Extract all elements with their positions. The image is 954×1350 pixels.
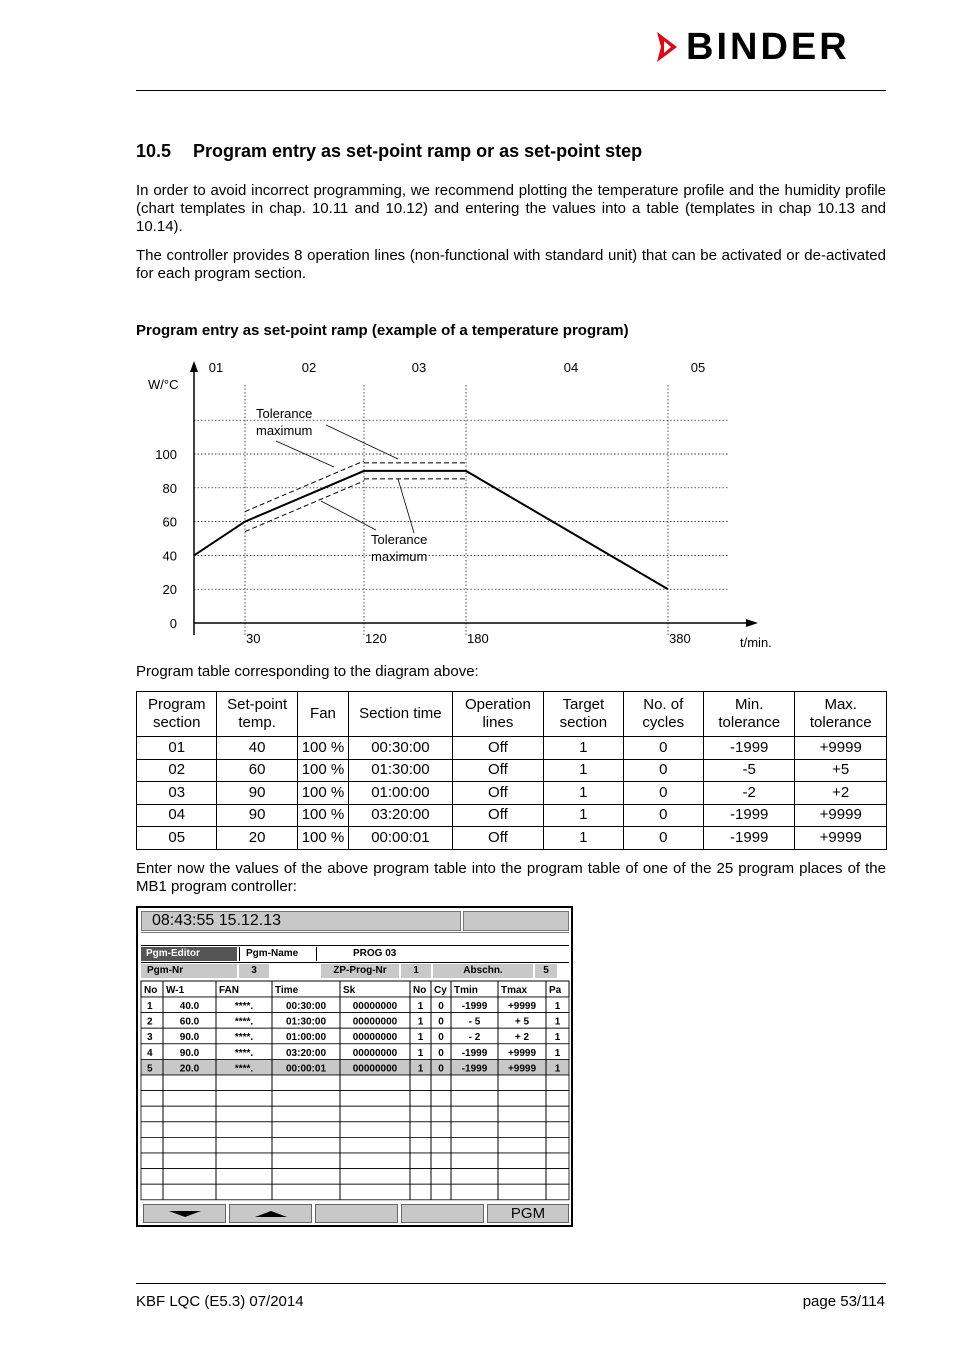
display-clock: 08:43:55 15.12.13	[141, 911, 461, 931]
table-row	[137, 827, 887, 850]
annotation-text: Tolerance	[256, 406, 313, 421]
display-cell: 1	[417, 1047, 424, 1059]
temperature-program-chart	[136, 355, 796, 655]
display-cell: 00000000	[352, 1032, 398, 1044]
display-cell: 00:30:00	[285, 1001, 327, 1012]
zp-prog-nr-label: ZP-Prog-Nr	[321, 964, 399, 978]
display-cell: 1	[147, 1001, 153, 1012]
display-cell: +9999	[507, 1001, 537, 1012]
display-cell: 5	[147, 1063, 153, 1075]
display-cell: 4	[147, 1047, 153, 1059]
section-heading	[136, 141, 642, 162]
display-cell: +9999	[507, 1063, 537, 1075]
table-header-cell: Set-point temp.	[217, 692, 297, 737]
document-reference: KBF LQC (E5.3) 07/2014	[136, 1293, 304, 1310]
pgm-nr-label: Pgm-Nr	[141, 964, 237, 978]
table-cell: -1999	[703, 804, 794, 827]
display-cell: ****.	[234, 1016, 254, 1028]
program-table	[136, 691, 887, 850]
display-cell: 90.0	[179, 1047, 200, 1059]
pgm-editor-tab[interactable]: Pgm-Editor	[141, 947, 237, 961]
display-cell: 2	[147, 1016, 153, 1028]
table-header-cell: Section time	[349, 692, 453, 737]
scroll-down-button[interactable]	[143, 1204, 226, 1223]
x-tick-label: 180	[467, 631, 489, 646]
y-axis-label: W/°C	[148, 377, 179, 392]
display-cell: 60.0	[179, 1016, 200, 1028]
display-cell: 40.0	[179, 1001, 200, 1012]
table-cell: -2	[703, 782, 794, 805]
softkey-4-button[interactable]	[401, 1204, 484, 1223]
section-label: 02	[301, 360, 317, 375]
display-column-header: Tmin	[454, 985, 478, 996]
table-row	[137, 782, 887, 805]
table-cell: +9999	[795, 737, 887, 760]
display-column-header: W-1	[166, 985, 185, 996]
display-row	[141, 1169, 569, 1185]
annotation-text: maximum	[256, 423, 313, 438]
table-cell: 1	[544, 804, 623, 827]
page-number: page 53/114	[802, 1293, 885, 1310]
table-cell: 00:00:01	[349, 827, 453, 850]
display-cell: 0	[438, 1016, 444, 1028]
display-cell: - 2	[468, 1032, 481, 1044]
table-cell: 40	[217, 737, 297, 760]
table-cell: Off	[452, 827, 543, 850]
table-cell: Off	[452, 737, 543, 760]
subheading: Program entry as set-point ramp (example of a temperature program)	[136, 322, 629, 339]
tolerance-upper-line	[245, 461, 364, 512]
tolerance-lower-line	[245, 481, 364, 532]
table-cell: 1	[544, 737, 623, 760]
table-cell: 60	[217, 759, 297, 782]
table-cell: 0	[623, 827, 703, 850]
display-row	[141, 1153, 569, 1169]
table-cell: 1	[544, 782, 623, 805]
annotation-text: maximum	[371, 549, 428, 564]
abschn-value[interactable]: 5	[535, 964, 557, 978]
table-cell: -1999	[703, 827, 794, 850]
table-row	[137, 804, 887, 827]
section-label: 05	[690, 360, 706, 375]
x-tick-label: 30	[246, 631, 261, 646]
section-label: 04	[563, 360, 579, 375]
display-row	[141, 1184, 569, 1200]
display-cell: 1	[417, 1001, 424, 1012]
display-cell: 0	[438, 1032, 444, 1044]
binder-logo-icon	[655, 30, 685, 64]
table-cell: 05	[137, 827, 217, 850]
operation-lines-paragraph: The controller provides 8 operation lines (non-functional with standard unit) that can be activated or de-activated for each program section.	[136, 247, 886, 282]
annotation-pointer	[321, 501, 376, 530]
table-cell: 100 %	[297, 827, 348, 850]
pgm-nr-value[interactable]: 3	[239, 964, 269, 978]
display-cell: - 5	[468, 1016, 481, 1028]
table-cell: 20	[217, 827, 297, 850]
display-cell: 1	[417, 1063, 424, 1075]
entry-instruction: Enter now the values of the above program table into the program table of one of the 25 program places of the MB1 program controller:	[136, 860, 886, 895]
display-column-header: Cy	[434, 985, 447, 996]
setpoint-ramp-line	[194, 471, 668, 589]
annotation-pointer	[398, 479, 414, 533]
table-cell: 00:30:00	[349, 737, 453, 760]
table-header-cell: Program section	[137, 692, 217, 737]
section-label: 01	[208, 360, 224, 375]
display-column-header: No	[413, 985, 427, 996]
table-cell: 100 %	[297, 782, 348, 805]
display-cell: + 2	[514, 1032, 530, 1044]
display-cell: 3	[147, 1032, 153, 1044]
table-cell: 01:30:00	[349, 759, 453, 782]
table-cell: 01:00:00	[349, 782, 453, 805]
display-column-header: Sk	[343, 985, 356, 996]
section-label: 03	[411, 360, 427, 375]
table-cell: +5	[795, 759, 887, 782]
table-header-cell: Target section	[544, 692, 623, 737]
display-cell: 1	[554, 1047, 561, 1059]
display-cell: -1999	[461, 1063, 488, 1075]
y-tick-label: 20	[162, 582, 177, 598]
table-cell: -1999	[703, 737, 794, 760]
table-header-cell: No. of cycles	[623, 692, 703, 737]
display-cell: +9999	[507, 1047, 537, 1059]
display-column-header: Tmax	[501, 985, 528, 996]
display-cell: ****.	[234, 1047, 254, 1059]
display-cell: -1999	[461, 1047, 488, 1059]
table-cell: 1	[544, 827, 623, 850]
pgm-button[interactable]: PGM	[487, 1204, 569, 1223]
display-cell: 1	[554, 1032, 561, 1044]
table-row	[137, 737, 887, 760]
y-tick-label: 60	[162, 514, 177, 530]
brand-name: BINDER	[686, 26, 850, 68]
table-header-cell: Fan	[297, 692, 348, 737]
arrow-up-icon	[251, 1209, 291, 1219]
annotation-text: Tolerance	[371, 532, 428, 547]
display-cell: 00000000	[352, 1063, 398, 1075]
x-tick-label: 380	[669, 631, 691, 646]
table-cell: 01	[137, 737, 217, 760]
display-cell: ****.	[234, 1032, 254, 1044]
display-cell: 03:20:00	[285, 1047, 327, 1059]
table-row	[137, 759, 887, 782]
x-axis-label: t/min.	[740, 635, 772, 650]
display-cell: 00000000	[352, 1016, 398, 1028]
pgm-name-value[interactable]: PROG 03	[353, 948, 397, 959]
display-cell: 0	[438, 1001, 444, 1012]
display-cell: 90.0	[179, 1032, 200, 1044]
header-rule	[136, 90, 886, 91]
controller-display	[136, 906, 573, 1227]
display-cell: 1	[417, 1016, 424, 1028]
display-program-grid	[138, 979, 571, 1219]
table-cell: 100 %	[297, 759, 348, 782]
table-cell: 90	[217, 804, 297, 827]
table-cell: 1	[544, 759, 623, 782]
annotation-pointer	[276, 441, 334, 467]
section-number: 10.5	[136, 141, 172, 161]
display-cell: 00000000	[352, 1001, 398, 1012]
display-cell: 00000000	[352, 1047, 398, 1059]
table-cell: 02	[137, 759, 217, 782]
table-cell: +2	[795, 782, 887, 805]
table-cell: 04	[137, 804, 217, 827]
display-column-header: Time	[275, 985, 299, 996]
display-cell: 00:00:01	[285, 1063, 327, 1075]
display-cell: 1	[554, 1001, 561, 1012]
table-cell: 0	[623, 737, 703, 760]
intro-paragraph: In order to avoid incorrect programming, we recommend plotting the temperature profile and the humidity profile (chart templates in chap. 10.11 and 10.12) and entering the values into a table (templates in chap 10.13 and 10.14).	[136, 182, 886, 235]
display-row	[141, 1091, 569, 1107]
section-title: Program entry as set-point ramp or as set-point step	[193, 141, 643, 161]
y-tick-label: 40	[162, 548, 177, 564]
display-cell: ****.	[234, 1001, 254, 1012]
display-cell: 01:30:00	[285, 1016, 327, 1028]
table-header-cell: Operation lines	[452, 692, 543, 737]
pgm-name-label: Pgm-Name	[239, 947, 317, 961]
table-cell: 0	[623, 759, 703, 782]
y-axis-arrow-icon	[190, 361, 198, 372]
display-cell: + 5	[514, 1016, 530, 1028]
y-tick-label: 100	[155, 447, 177, 462]
footer-rule	[136, 1283, 886, 1284]
zp-prog-nr-value[interactable]: 1	[401, 964, 431, 978]
display-cell: 1	[554, 1063, 561, 1075]
display-status-field	[463, 911, 569, 931]
scroll-up-button[interactable]	[229, 1204, 312, 1223]
table-cell: 0	[623, 804, 703, 827]
table-header-cell: Min. tolerance	[703, 692, 794, 737]
display-cell: ****.	[234, 1063, 254, 1075]
display-row	[141, 1137, 569, 1153]
table-header-cell: Max. tolerance	[795, 692, 887, 737]
display-column-header: No	[144, 985, 158, 996]
x-axis-arrow-icon	[746, 619, 758, 627]
y-tick-label: 0	[169, 616, 177, 631]
display-cell: 20.0	[179, 1063, 200, 1075]
display-cell: 0	[438, 1063, 444, 1075]
softkey-3-button[interactable]	[315, 1204, 398, 1223]
display-cell: 0	[438, 1047, 444, 1059]
display-cell: -1999	[461, 1001, 488, 1012]
table-cell: 0	[623, 782, 703, 805]
abschn-label: Abschn.	[433, 964, 533, 978]
display-cell: 1	[554, 1016, 561, 1028]
display-cell: 1	[417, 1032, 424, 1044]
display-row	[141, 1106, 569, 1122]
table-intro: Program table corresponding to the diagram above:	[136, 663, 479, 680]
table-cell: 03	[137, 782, 217, 805]
table-cell: +9999	[795, 804, 887, 827]
y-tick-label: 80	[162, 480, 177, 496]
table-cell: Off	[452, 759, 543, 782]
x-tick-label: 120	[365, 631, 387, 646]
table-cell: 100 %	[297, 737, 348, 760]
display-column-header: Pa	[549, 985, 562, 996]
display-column-header: FAN	[219, 985, 239, 996]
table-cell: 90	[217, 782, 297, 805]
table-cell: Off	[452, 782, 543, 805]
arrow-down-icon	[165, 1209, 205, 1219]
table-cell: 100 %	[297, 804, 348, 827]
display-cell: 01:00:00	[285, 1032, 327, 1044]
display-row	[141, 1075, 569, 1091]
table-cell: 03:20:00	[349, 804, 453, 827]
table-cell: +9999	[795, 827, 887, 850]
table-cell: Off	[452, 804, 543, 827]
display-row	[141, 1122, 569, 1138]
table-cell: -5	[703, 759, 794, 782]
